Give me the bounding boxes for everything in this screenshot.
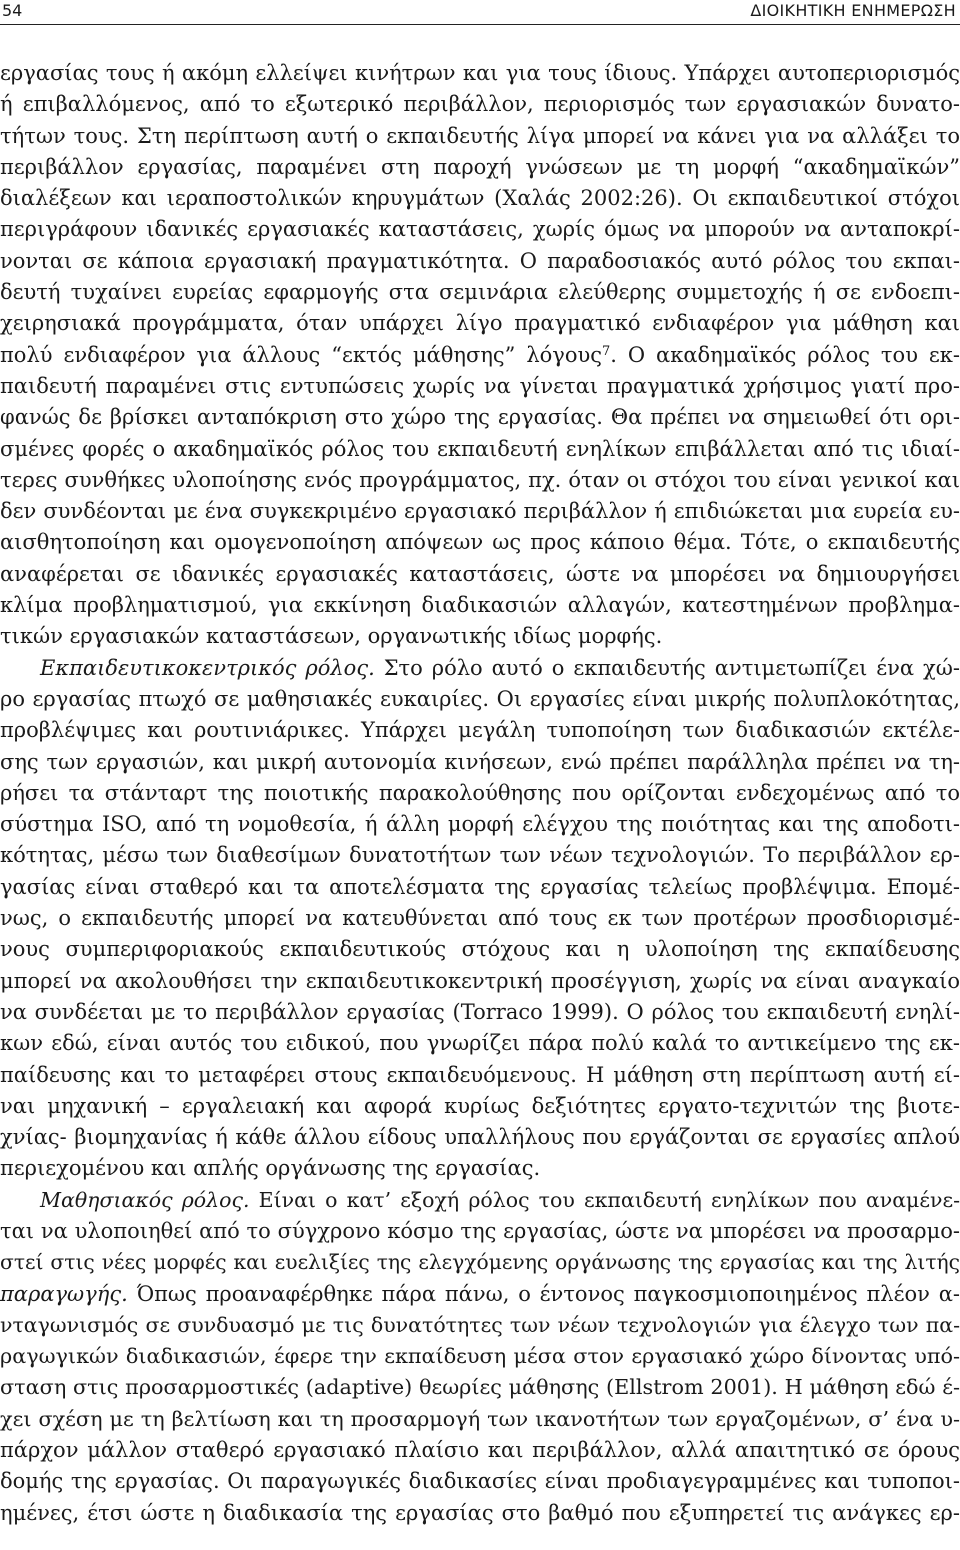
line-text: περιγράφουν ιδανικές εργασιακές καταστάσεις, χωρίς όμως να μπορούν να ανταποκρί- <box>0 217 960 242</box>
line-text: προβλέψιμες και ρουτινιάρικες. Υπάρχει μεγάλη τυποποίηση των διαδικασιών εκτέλε- <box>0 718 960 743</box>
page-number: 54 <box>2 1 23 20</box>
line-text: Όπως προαναφέρθηκε πάρα πάνω, ο έντονος παγκοσμιοποιημένος πλέον α- <box>127 1281 960 1306</box>
text-line <box>0 1372 960 1403</box>
line-text: μπορεί να ακολουθήσει την εκπαιδευτικοκεντρική προσέγγιση, χωρίς να είναι αναγκαίο <box>0 968 960 993</box>
line-text: περιεχομένου και απλής οργάνωσης της εργασίας. <box>0 1156 541 1181</box>
line-text: νονται σε κάποια εργασιακή πραγματικότητα. Ο παραδοσιακός αυτό ρόλος του εκπαι- <box>0 248 960 273</box>
text-line <box>0 1122 960 1153</box>
line-text: ημένες, έτσι ώστε η διαδικασία της εργασίας στο βαθμό που εξυπηρετεί τις ανάγκες ερ- <box>0 1500 960 1525</box>
line-text: παίδευσης και το μεταφέρει στους εκπαιδευόμενους. Η μάθηση στη περίπτωση αυτή εί- <box>0 1062 960 1087</box>
line-text: σταση στις προσαρμοστικές (adaptive) θεωρίες μάθησης (Ellstrom 2001). Η μάθηση εδώ έ- <box>0 1375 960 1400</box>
line-text: τικών εργασιακών καταστάσεων, οργανωτικής ιδίως μορφής. <box>0 624 663 649</box>
text-line <box>0 1404 960 1435</box>
header-rule <box>0 24 960 25</box>
line-text: πάρχον μάλλον σταθερό εργασιακό πλαίσιο και περιβάλλον, αλλά απαιτητικό σε όρους <box>0 1438 960 1463</box>
italic-heading: Εκπαιδευτικοκεντρικός ρόλος. <box>40 655 375 680</box>
text-line <box>0 1341 960 1372</box>
text-line <box>0 1028 960 1059</box>
line-text: σύστημα ISO, από τη νομοθεσία, ή άλλη μορφή ελέγχου της ποιότητας και της αποδοτι- <box>0 812 960 837</box>
text-line <box>0 496 960 527</box>
text-line <box>0 1091 960 1122</box>
text-line <box>0 340 960 371</box>
line-text: δευτή τυχαίνει ευρείας εφαρμογής στα σεμινάρια ελεύθερης συμμετοχής ή σε ενδοεπι- <box>0 280 960 305</box>
text-line <box>0 934 960 965</box>
line-text: ρο εργασίας πτωχό σε μαθησιακές ευκαιρίες. Οι εργασίες είναι μικρής πολυπλοκότητας, <box>0 686 960 711</box>
text-line <box>0 621 960 652</box>
text-line <box>0 809 960 840</box>
text-line <box>0 1310 960 1341</box>
body-text <box>0 58 960 1529</box>
line-text: να συνδέεται με το περιβάλλον εργασίας (Torraco 1999). Ο ρόλος του εκπαιδευτή ενηλί- <box>0 999 960 1024</box>
line-text: δομής της εργασίας. Οι παραγωγικές διαδικασίες είναι προδιαγεγραμμένες και τυποποι- <box>0 1469 960 1494</box>
text-line <box>0 308 960 339</box>
line-text: στεί στις νέες μορφές και ευελιξίες της ελεγχόμενης οργάνωσης της εργασίας και της λιτής <box>0 1250 960 1275</box>
running-title: ΔΙΟΙΚΗΤΙΚΗ ΕΝΗΜΕΡΩΣΗ <box>750 1 956 20</box>
italic-heading: Μαθησιακός ρόλος. <box>40 1187 250 1212</box>
text-line <box>0 465 960 496</box>
text-line <box>0 997 960 1028</box>
line-text: ται να υλοποιηθεί από το σύγχρονο κόσμο της εργασίας, ώστε να μπορέσει να προσαρμο- <box>0 1218 960 1243</box>
line-text: χνίας- βιομηχανίας ή κάθε άλλου είδους υπαλλήλους που εργάζονται σε εργασίες απλού <box>0 1125 960 1150</box>
text-line <box>0 653 960 684</box>
line-text: τήτων τους. Στη περίπτωση αυτή ο εκπαιδευτής λίγα μπορεί να κάνει για να αλλάξει το <box>0 123 960 148</box>
text-line <box>0 715 960 746</box>
text-line <box>0 58 960 89</box>
text-line <box>0 183 960 214</box>
line-text: νως, ο εκπαιδευτής μπορεί να κατευθύνεται από τους εκ των προτέρων προσδιορισμέ- <box>0 906 960 931</box>
text-line <box>0 277 960 308</box>
text-line <box>0 527 960 558</box>
text-line <box>0 1185 960 1216</box>
line-text: κλίμα προβληματισμού, για εκκίνηση διαδικασιών αλλαγών, κατεστημένων προβλημα- <box>0 593 960 618</box>
line-text: αναφέρεται σε ιδανικές εργασιακές καταστάσεις, ώστε να μπορέσει να δημιουργήσει <box>0 561 960 586</box>
line-text: ναι μηχανική – εργαλειακή και αφορά κυρίως δεξιότητες εργατο-τεχνιτών της βιοτε- <box>0 1093 960 1118</box>
line-text: σης των εργασιών, και μικρή αυτονομία κινήσεων, ενώ πρέπει παράλληλα πρέπει να τη- <box>0 749 960 774</box>
text-line <box>0 1153 960 1184</box>
line-text: σμένες φορές ο ακαδημαϊκός ρόλος του εκπαιδευτή ενηλίκων επιβάλλεται από τις ιδιαί- <box>0 436 960 461</box>
text-line <box>0 684 960 715</box>
text-line <box>0 1247 960 1278</box>
text-line <box>0 1279 960 1310</box>
italic-heading: παραγωγής. <box>0 1281 128 1306</box>
line-text: παιδευτή παραμένει στις εντυπώσεις χωρίς να γίνεται πραγματικά χρήσιμος γιατί προ- <box>0 373 960 398</box>
text-line <box>0 152 960 183</box>
line-text: χει σχέση με τη βελτίωση και τη προσαρμογή των ικανοτήτων των εργαζομένων, σ’ ένα υ- <box>0 1406 960 1431</box>
text-line <box>0 371 960 402</box>
line-text: νους συμπεριφοριακούς εκπαιδευτικούς στόχους και η υλοποίηση της εκπαίδευσης <box>0 937 960 962</box>
text-line <box>0 1060 960 1091</box>
text-line <box>0 1435 960 1466</box>
line-text: δεν συνδέονται με ένα συγκεκριμένο εργασιακό περιβάλλον ή επιδιώκεται μια ευρεία ευ- <box>0 499 960 524</box>
footnote-marker: 7 <box>602 343 611 359</box>
line-text: τερες συνθήκες υλοποίησης ενός προγράμματος, πχ. όταν οι στόχοι του είναι γενικοί και <box>0 467 960 492</box>
text-line <box>0 434 960 465</box>
text-line <box>0 966 960 997</box>
text-line <box>0 246 960 277</box>
line-text: χειρησιακά προγράμματα, όταν υπάρχει λίγο πραγματικό ενδιαφέρον για μάθηση και <box>0 311 960 336</box>
text-line <box>0 1498 960 1529</box>
line-text: αισθητοποίηση και ομογενοποίηση απόψεων ως προς κάποιο θέμα. Τότε, ο εκπαιδευτής <box>0 530 960 555</box>
text-line <box>0 559 960 590</box>
text-line <box>0 214 960 245</box>
text-line <box>0 1216 960 1247</box>
line-text: γασίας είναι σταθερό και τα αποτελέσματα της εργασίας τελείως προβλέψιμα. Επομέ- <box>0 874 960 899</box>
text-line <box>0 89 960 120</box>
line-text: κότητας, μέσω των διαθεσίμων δυνατοτήτων των νέων τεχνολογιών. Το περιβάλλον ερ- <box>0 843 960 868</box>
text-line <box>0 747 960 778</box>
line-text: ρήσει τα στάνταρτ της ποιοτικής παρακολούθησης που ορίζονται ενδεχομένως από το <box>0 780 960 805</box>
line-text: νταγωνισμός σε συνδυασμό με τις δυνατότητες των νέων τεχνολογιών για έλεγχο των πα- <box>0 1312 960 1337</box>
text-line <box>0 840 960 871</box>
line-text: Στο ρόλο αυτό ο εκπαιδευτής αντιμετωπίζει ένα χώ- <box>374 655 960 680</box>
text-line <box>0 402 960 433</box>
page-header <box>0 0 960 26</box>
line-text: πολύ ενδιαφέρον για άλλους “εκτός μάθησης” λόγους <box>0 342 603 367</box>
text-line <box>0 1466 960 1497</box>
line-text: Είναι ο κατ’ εξοχή ρόλος του εκπαιδευτή ενηλίκων που αναμένε- <box>249 1187 960 1212</box>
line-text: περιβάλλον εργασίας, παραμένει στη παροχή γνώσεων με τη μορφή “ακαδημαϊκών” <box>0 154 960 179</box>
line-text: εργασίας τους ή ακόμη ελλείψει κινήτρων και για τους ίδιους. Υπάρχει αυτοπεριορισμός <box>0 61 960 85</box>
line-text: ή επιβαλλόμενος, από το εξωτερικό περιβάλλον, περιορισμός των εργασιακών δυνατο- <box>0 92 960 117</box>
text-line <box>0 903 960 934</box>
line-text-after: . Ο ακαδημαϊκός ρόλος του εκ- <box>610 342 960 367</box>
text-line <box>0 121 960 152</box>
line-text: κων εδώ, είναι αυτός του ειδικού, που γνωρίζει πάρα πολύ καλά το αντικείμενο της εκ- <box>0 1031 960 1056</box>
text-line <box>0 590 960 621</box>
text-line <box>0 872 960 903</box>
line-text: διαλέξεων και ιεραποστολικών κηρυγμάτων (Χαλάς 2002:26). Οι εκπαιδευτικοί στόχοι <box>0 186 960 211</box>
text-line <box>0 778 960 809</box>
line-text: φανώς δε βρίσκει ανταπόκριση στο χώρο της εργασίας. Θα πρέπει να σημειωθεί ότι ορι- <box>0 405 960 430</box>
line-text: ραγωγικών διαδικασιών, έφερε την εκπαίδευση μέσα στον εργασιακό χώρο δίνοντας υπό- <box>0 1344 960 1369</box>
